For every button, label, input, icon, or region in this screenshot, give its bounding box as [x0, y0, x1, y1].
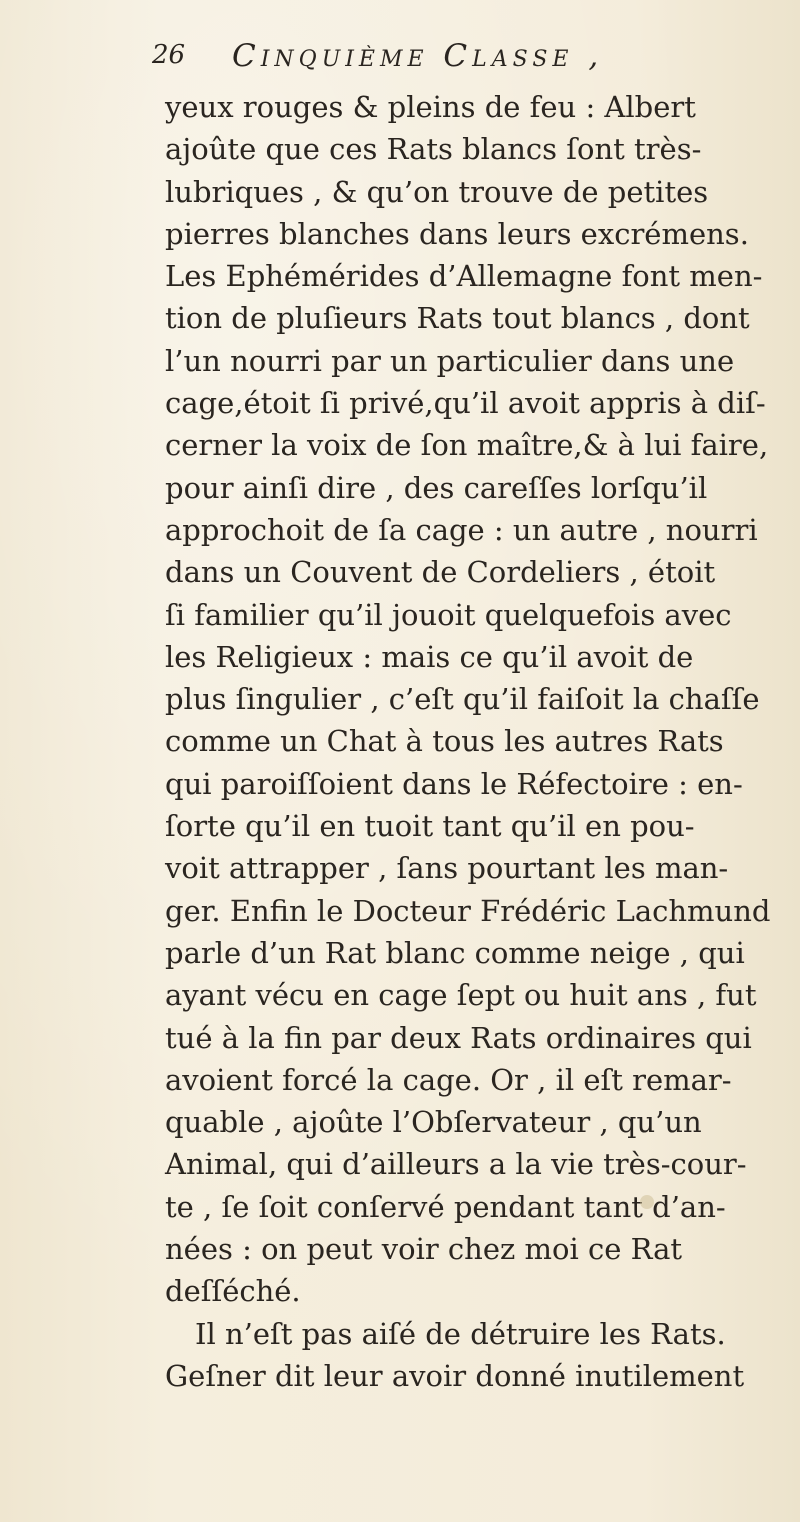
text-line: te , ſe ſoit conſervé pendant tant d’an- — [165, 1189, 726, 1224]
text-line: plus ſingulier , c’eſt qu’il faiſoit la chaſſe — [165, 682, 760, 717]
text-line: Animal, qui d’ailleurs a la vie très-cour- — [165, 1147, 747, 1182]
text-line: ayant vécu en cage ſept ou huit ans , fut — [165, 978, 757, 1013]
text-line: nées : on peut voir chez moi ce Rat — [165, 1232, 683, 1267]
page-number: 26 — [152, 40, 186, 70]
text-line: lubriques , & qu’on trouve de petites — [165, 174, 709, 209]
paper-stain — [640, 1195, 654, 1209]
text-line: parle d’un Rat blanc comme neige , qui — [165, 935, 745, 970]
text-line: Geſner dit leur avoir donné inutilement — [165, 1358, 745, 1393]
text-line: Il n’eſt pas aiſé de détruire les Rats. — [195, 1316, 726, 1351]
text-line: tion de pluſieurs Rats tout blancs , dont — [165, 301, 750, 336]
page-header — [152, 40, 742, 86]
text-line: ajoûte que ces Rats blancs ſont très- — [165, 132, 702, 167]
text-line: cage,étoit ſi privé,qu’il avoit appris à diſ- — [165, 386, 766, 421]
text-line: avoient forcé la cage. Or , il eſt remar- — [165, 1062, 732, 1097]
text-line: dans un Couvent de Cordeliers , étoit — [165, 555, 716, 590]
text-line: voit attrapper , ſans pourtant les man- — [165, 851, 729, 886]
text-line: qui paroiſſoient dans le Réfectoire : en- — [165, 766, 743, 801]
text-line: cerner la voix de ſon maître,& à lui faire, — [165, 428, 769, 463]
text-line: Les Ephémérides d’Allemagne font men- — [165, 259, 763, 294]
text-line: yeux rouges & pleins de feu : Albert — [165, 90, 696, 124]
text-line: deſſéché. — [165, 1274, 301, 1309]
text-line: pierres blanches dans leurs excrémens. — [165, 216, 749, 251]
text-line: tué à la fin par deux Rats ordinaires qui — [165, 1020, 752, 1055]
text-line: comme un Chat à tous les autres Rats — [165, 724, 724, 759]
text-line: ſi familier qu’il jouoit quelquefois avec — [165, 597, 732, 632]
text-line: les Religieux : mais ce qu’il avoit de — [165, 639, 694, 674]
text-line: quable , ajoûte l’Obſervateur , qu’un — [165, 1105, 702, 1140]
body-text — [165, 86, 795, 1397]
running-head: Cinquième Classe , — [232, 38, 604, 74]
text-line: ſorte qu’il en tuoit tant qu’il en pou- — [165, 809, 695, 844]
text-line: ger. Enfin le Docteur Frédéric Lachmund — [165, 893, 771, 928]
text-line: l’un nourri par un particulier dans une — [165, 343, 735, 378]
text-line: pour ainſi dire , des careſſes lorſqu’il — [165, 470, 708, 505]
text-line: approchoit de ſa cage : un autre , nourri — [165, 512, 758, 547]
